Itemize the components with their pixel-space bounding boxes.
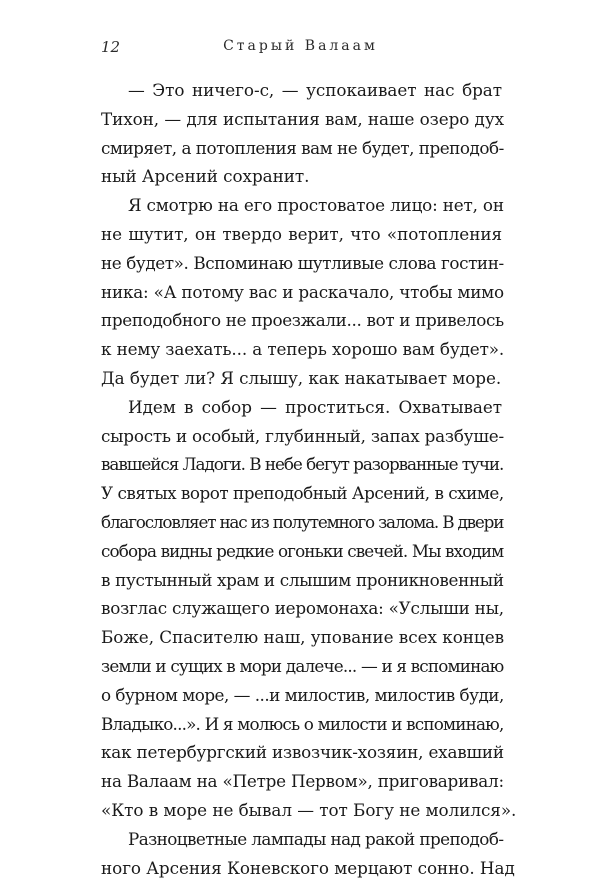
- text-line: Я смотрю на его простоватое лицо: нет, он: [128, 195, 504, 216]
- text-line: к нему заехать... а теперь хорошо вам будет».: [101, 339, 505, 360]
- running-head: [101, 38, 500, 58]
- text-line: как петербургский извозчик-хозяин, ехавший: [101, 742, 504, 763]
- text-body: [101, 76, 517, 882]
- text-line: сырость и особый, глубинный, запах разбуше-: [101, 425, 504, 446]
- text-line: не будет». Вспоминаю шутливые слова гостин-: [101, 252, 504, 273]
- text-line: благословляет нас из полутемного залома. В двери: [101, 511, 504, 532]
- text-line: преподобного не проезжали... вот и привелось: [101, 310, 504, 331]
- text-line: Владыко...». И я молюсь о милости и вспоминаю,: [101, 713, 504, 734]
- page-number: 12: [101, 38, 121, 56]
- text-line: вавшейся Ладоги. В небе бегут разорванные тучи.: [101, 454, 504, 475]
- text-line: ный Арсений сохранит.: [101, 166, 310, 187]
- text-line: Боже, Спасителю наш, упование всех концев: [101, 627, 505, 648]
- text-line: земли и сущих в мори далече... — и я вспоминаю: [101, 655, 504, 676]
- text-line: на Валаам на «Петре Первом», приговаривал:: [101, 771, 504, 792]
- text-line: собора видны редкие огоньки свечей. Мы входим: [101, 540, 504, 561]
- text-line: «Кто в море не бывал — тот Богу не молился».: [101, 799, 517, 820]
- text-line: Разноцветные лампады над ракой преподоб-: [128, 828, 504, 849]
- text-line: ника: «А потому вас и раскачало, чтобы мимо: [101, 281, 504, 302]
- text-line: смиряет, а потопления вам не будет, преподоб-: [101, 137, 504, 158]
- running-title: Старый Валаам: [223, 38, 378, 54]
- text-line: — Это ничего-с, — успокаивает нас брат: [128, 80, 502, 100]
- text-line: в пустынный храм и слышим проникновенный: [101, 569, 504, 590]
- text-line: Тихон, — для испытания вам, наше озеро дух: [101, 108, 505, 129]
- text-line: ного Арсения Коневского мерцают сонно. Над: [101, 857, 515, 878]
- text-line: не шутит, он твердо верит, что «потопления: [101, 223, 502, 244]
- text-line: У святых ворот преподобный Арсений, в схиме,: [101, 483, 504, 504]
- text-line: о бурном море, — ...и милостив, милостив буди,: [101, 684, 504, 705]
- text-line: Идем в собор — проститься. Охватывает: [128, 396, 502, 417]
- text-line: Да будет ли? Я слышу, как накатывает море.: [101, 367, 502, 388]
- text-line: возглас служащего иеромонаха: «Услыши ны,: [101, 598, 504, 619]
